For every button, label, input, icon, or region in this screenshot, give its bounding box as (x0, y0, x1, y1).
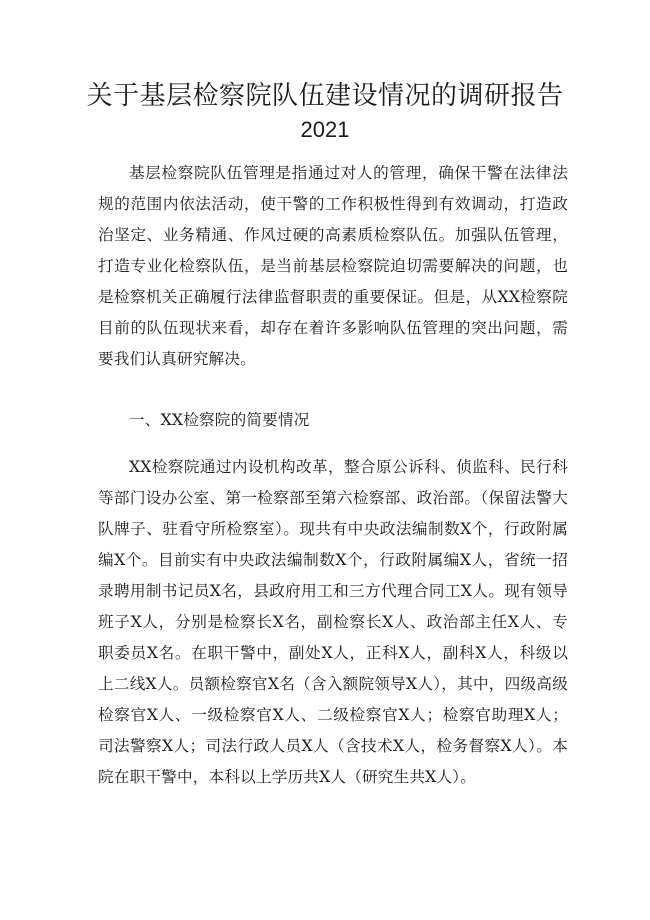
intro-paragraph: 基层检察院队伍管理是指通过对人的管理，确保干警在法律法规的范围内依法活动，使干警的工作积极性得到有效调动，打造政治坚定、业务精通、作风过硬的高素质检察队伍。加强队伍管理，打造专业化检察队伍，是当前基层检察院迫切需要解决的问题，也是检察机关正确履行法律监督职责的重要保证。但是，从XX检察院目前的队伍现状来看，却存在着许多影响队伍管理的突出问题，需要我们认真研究解决。 (98, 164, 568, 368)
section-1-paragraph: XX检察院通过内设机构改革，整合原公诉科、侦监科、民行科等部门设办公室、第一检察部至第六检察部、政治部。（保留法警大队牌子、驻看守所检察室）。现共有中央政法编制数X个，行政附属编X个。目前实有中央政法编制数X个，行政附属编X人，省统一招录聘用制书记员X名，县政府用工和三方代理合同工X人。现有领导班子X人，分别是检察长X名，副检察长X人、政治部主任X人、专职委员X名。在职干警中，副处X人，正科X人，副科X人，科级以上二线X人。员额检察官X名（含入额院领导X人），其中，四级高级检察官X人、一级检察官X人、二级检察官X人；检察官助理X人；司法警察X人；司法行政人员X人（含技术X人，检务督察X人）。本院在职干警中，本科以上学历共X人（研究生共X人）。 (98, 458, 569, 786)
section-heading-1: 一、XX检察院的简要情况 (129, 411, 310, 429)
document-title: 关于基层检察院队伍建设情况的调研报告 (86, 81, 564, 111)
document-year: 2021 (300, 117, 350, 142)
